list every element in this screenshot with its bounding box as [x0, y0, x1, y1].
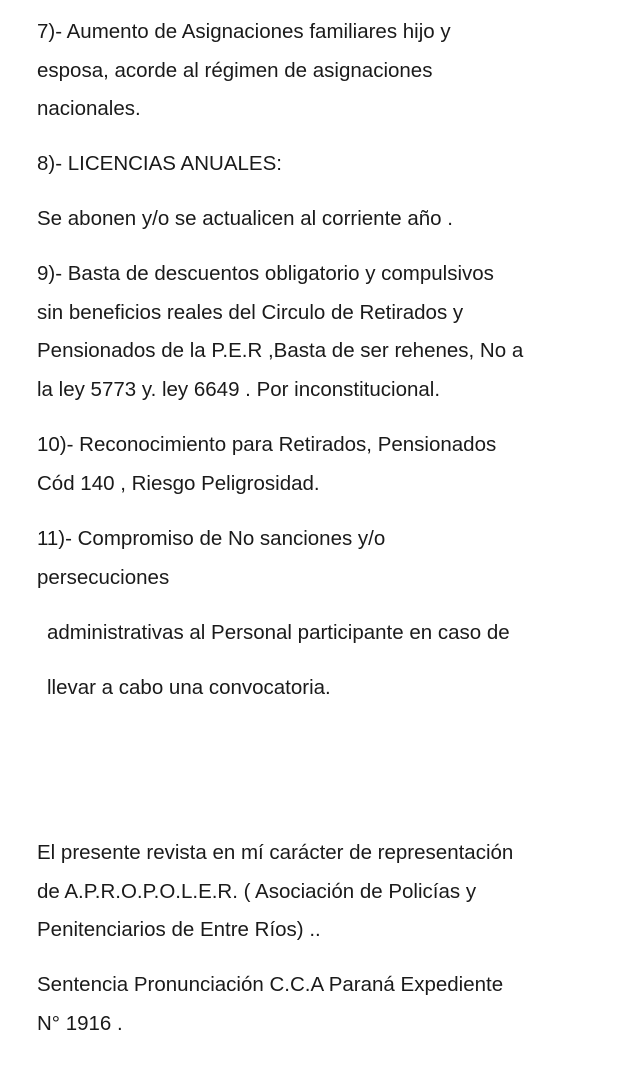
text-line: Cód 140 , Riesgo Peligrosidad. — [37, 471, 320, 495]
text-line: 11)- Compromiso de No sanciones y/o — [37, 527, 386, 550]
text-line: Penitenciarios de Entre Ríos) .. — [37, 918, 321, 941]
representation-paragraph — [37, 834, 617, 950]
sentence-paragraph — [37, 966, 617, 1043]
text-line: llevar a cabo una convocatoria. — [47, 676, 331, 699]
text-line: de A.P.R.O.P.O.L.E.R. ( Asociación de Policías y — [37, 879, 477, 903]
item-8-paragraph — [37, 200, 617, 239]
text-line: esposa, acorde al régimen de asignaciones — [37, 58, 433, 82]
text-line: nacionales. — [37, 97, 141, 120]
text-line: la ley 5773 y. ley 6649 . Por inconstitucional. — [37, 377, 441, 401]
text-line: 7)- Aumento de Asignaciones familiares hijo y — [37, 20, 451, 43]
text-line: Sentencia Pronunciación C.C.A Paraná Expediente — [37, 973, 504, 996]
text-line: 9)- Basta de descuentos obligatorio y compulsivos — [37, 262, 494, 285]
text-line: N° 1916 . — [37, 1011, 123, 1035]
item-11-continuation — [47, 614, 627, 653]
item-10-paragraph — [37, 426, 617, 503]
text-line: Se abonen y/o se actualicen al corriente año . — [37, 207, 453, 230]
item-9-paragraph — [37, 255, 617, 409]
item-11-paragraph — [37, 520, 617, 597]
text-line: 8)- LICENCIAS ANUALES: — [37, 152, 282, 175]
text-line: sin beneficios reales del Circulo de Retirados y — [37, 300, 464, 324]
text-line: persecuciones — [37, 565, 170, 589]
text-line: El presente revista en mí carácter de representación — [37, 841, 514, 864]
text-line: 10)- Reconocimiento para Retirados, Pensionados — [37, 433, 497, 456]
text-line: Pensionados de la P.E.R ,Basta de ser rehenes, No a — [37, 339, 524, 362]
text-line: administrativas al Personal participante en caso de — [47, 621, 510, 644]
item-7-paragraph — [37, 13, 617, 129]
item-11-continuation-end — [47, 669, 627, 708]
item-8-heading — [37, 145, 617, 184]
